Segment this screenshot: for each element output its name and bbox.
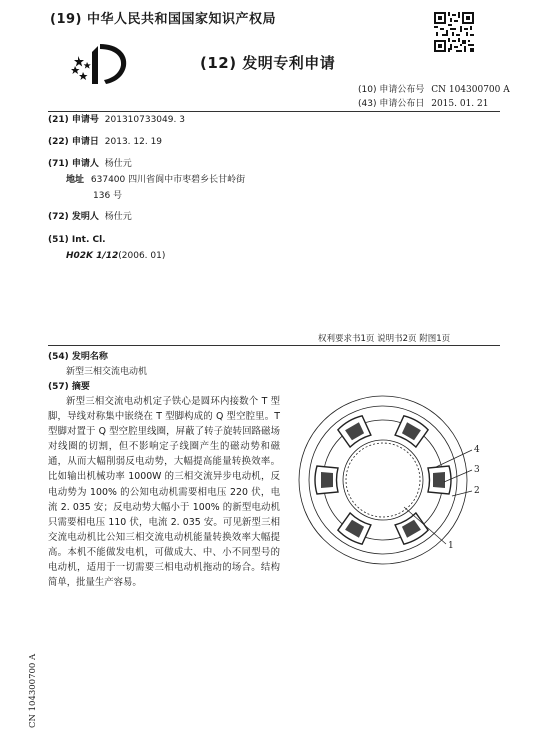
invention-title-label: (54) 发明名称 (48, 352, 108, 362)
publication-date (358, 96, 488, 109)
address-label: 地址 (66, 175, 85, 185)
inventor-label: (72) 发明人 (48, 212, 99, 222)
document-type: (12) 发明专利申请 (200, 54, 336, 72)
page-counts: 权利要求书1页 说明书2页 附图1页 (318, 334, 451, 344)
figure-label-4: 4 (474, 445, 480, 455)
address-line1: 637400 四川省阆中市枣碧乡长甘岭街 (90, 175, 246, 185)
qr-code (434, 12, 474, 52)
inventor-value: 杨仕元 (104, 212, 132, 222)
figure-label-1: 1 (448, 541, 454, 551)
abstract-label: (57) 摘要 (48, 382, 90, 392)
side-publication-number: CN 104300700 A (28, 653, 38, 728)
address-line2: 136 号 (93, 191, 123, 201)
application-number (48, 114, 185, 126)
stator-slot (315, 466, 338, 494)
publication-number-label: (10) 申请公布号 (358, 85, 425, 95)
stator-slot (428, 466, 451, 494)
applicant-label: (71) 申请人 (48, 159, 99, 169)
publication-date-label: (43) 申请公布日 (358, 99, 425, 109)
publication-number-value: CN 104300700 A (431, 85, 510, 95)
inventor (48, 211, 132, 223)
application-number-value: 201310733049. 3 (104, 115, 185, 125)
applicant (48, 158, 132, 170)
figure-label-2: 2 (474, 486, 480, 496)
filing-date-label: (22) 申请日 (48, 137, 99, 147)
filing-date-value: 2013. 12. 19 (104, 137, 163, 147)
abstract-text (48, 394, 280, 590)
applicant-value: 杨仕元 (104, 159, 132, 169)
publication-number (358, 82, 510, 95)
intcl-label-text: (51) Int. Cl. (48, 235, 106, 245)
address (66, 174, 245, 186)
application-number-label: (21) 申请号 (48, 115, 99, 125)
sipo-logo (68, 40, 138, 88)
section-divider (48, 345, 500, 346)
figure-label-3: 3 (474, 465, 480, 475)
intcl-date: (2006. 01) (118, 251, 166, 261)
filing-date (48, 136, 162, 148)
invention-title: 新型三相交流电动机 (66, 367, 148, 377)
publication-date-value: 2015. 01. 21 (431, 99, 489, 109)
intcl-code: H02K 1/12 (66, 251, 119, 261)
intcl-label (48, 234, 106, 246)
intcl-classification (66, 250, 165, 262)
header-divider (48, 111, 500, 112)
stator-figure (296, 392, 506, 568)
abstract-paragraph: 新型三相交流电动机定子铁心是圆环内接数个 T 型脚，导线对称集中嵌绕在 T 型脚构成的 Q 型空腔里。T 型脚对置于 Q 型空腔里线圈，屏蔽了转子旋转回路磁场对线圈的切割，但不影响定子线圈产生的磁动势和磁通，从而大幅削弱反电动势，大幅提高能量转换效率。比如输出机械功率 1000W 的三相交流异步电动机，反电动势为 100% 的公知电动机需要相电压 220 伏，电流 2. 035 安；反电动势大幅小于 100% 的新型电动机只需要相电压 110 伏，电流 2. 035 安。可见新型三相交流电动机比公知三相交流电动机能量转换效率大幅提高。本机不能做发电机，可做成大、中、小不同型号的电动机，适用于一切需要三相电动机拖动的场合。结构简单，批量生产容易。 (48, 396, 280, 589)
patent-office-name: (19) 中华人民共和国国家知识产权局 (50, 12, 276, 27)
